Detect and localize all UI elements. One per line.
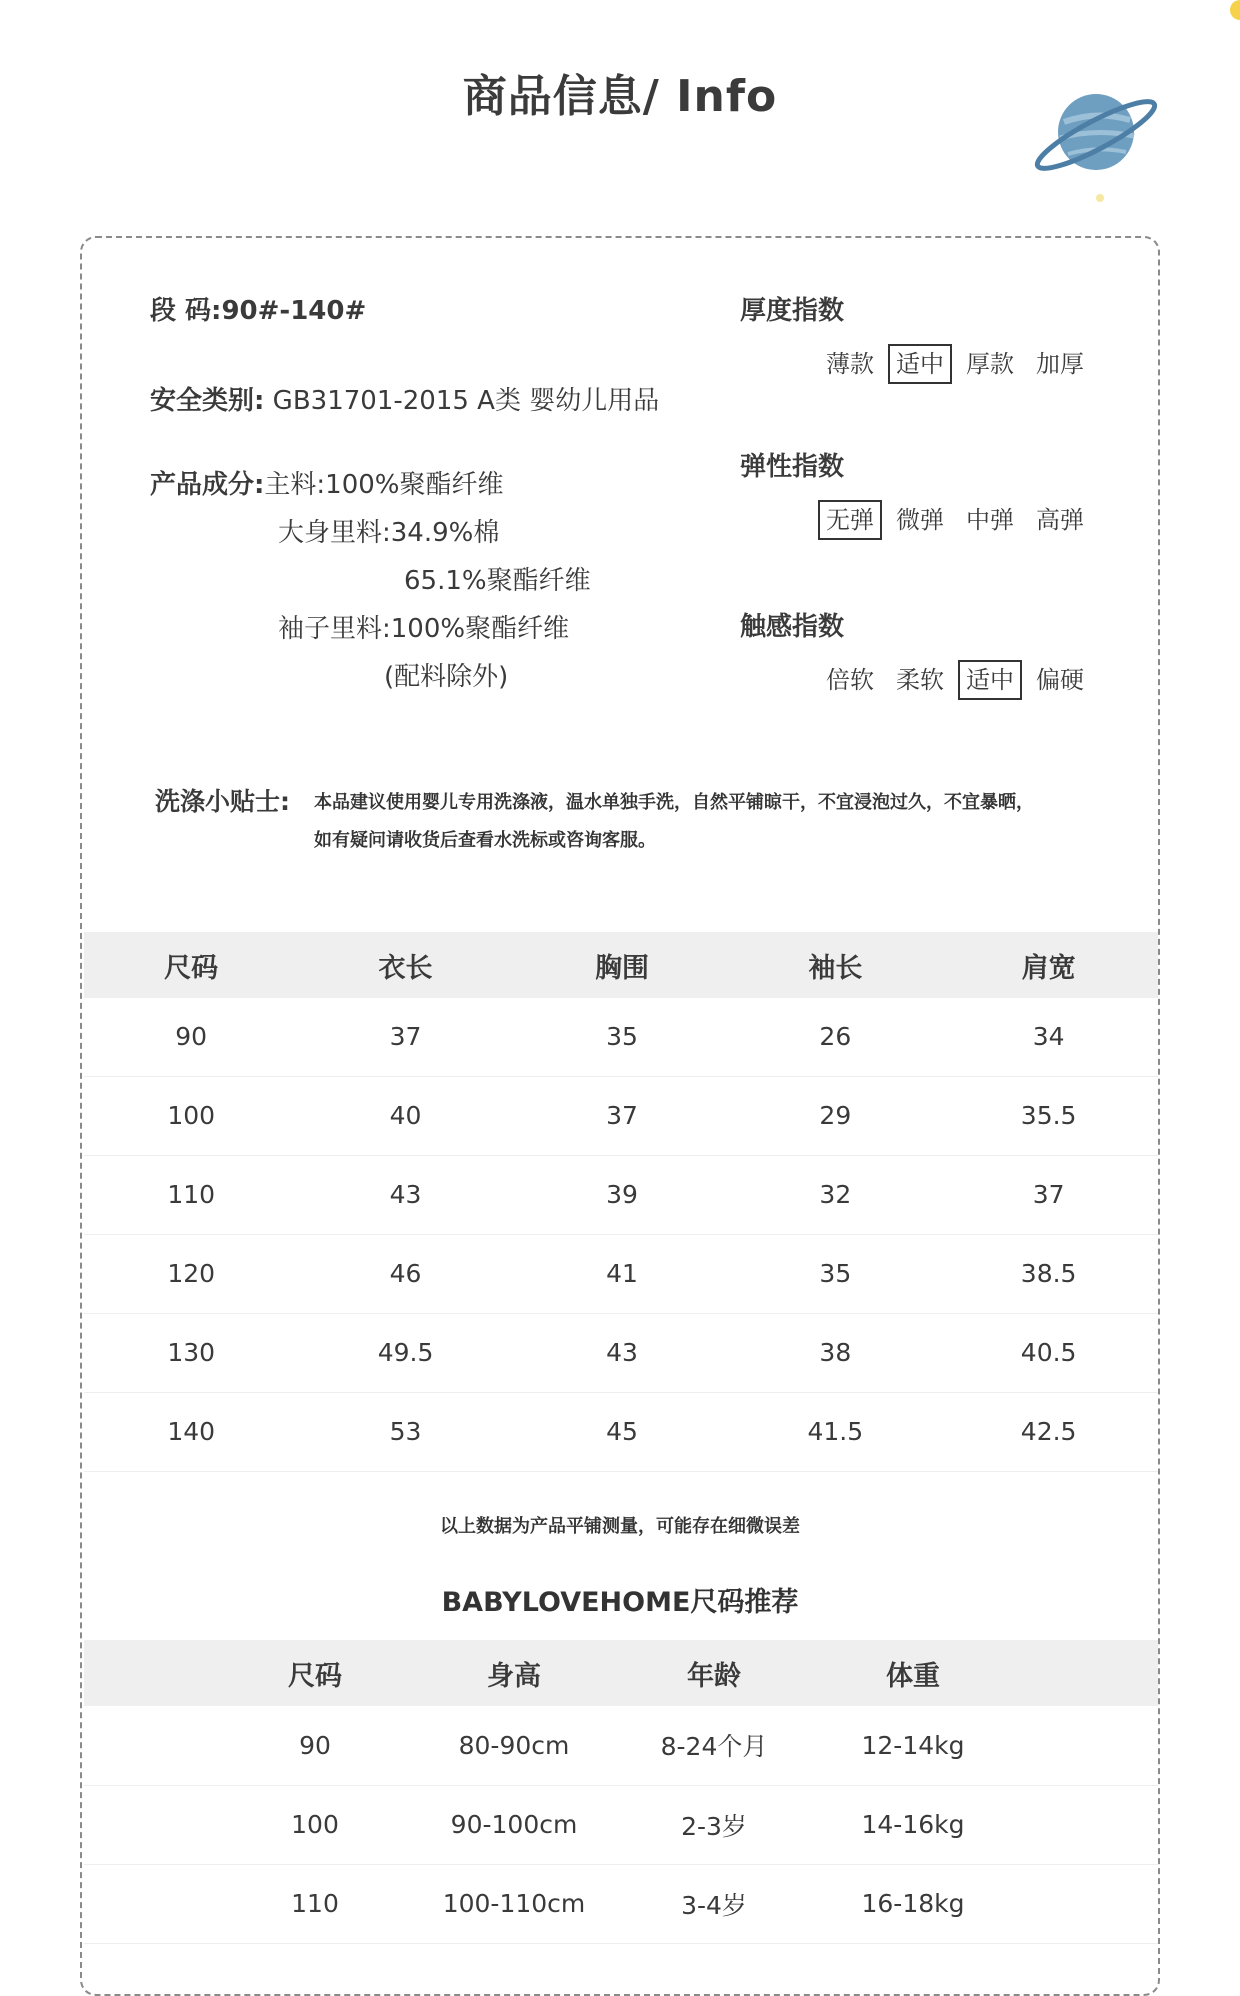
table-cell: 49.5 bbox=[298, 1313, 512, 1392]
table-cell: 37 bbox=[513, 1076, 732, 1155]
table-row bbox=[84, 1313, 1158, 1392]
composition-line-1: 产品成分:主料:100%聚酯纤维 bbox=[150, 470, 504, 500]
table-cell: 100 bbox=[84, 1076, 298, 1155]
elasticity-option-selected: 无弹 bbox=[818, 500, 882, 540]
table-cell: 35 bbox=[731, 1234, 939, 1313]
table-cell: 90 bbox=[84, 998, 298, 1076]
table-cell: 90-100cm bbox=[414, 1785, 614, 1864]
table-cell: 16-18kg bbox=[814, 1864, 1012, 1943]
table-cell: 37 bbox=[939, 1155, 1158, 1234]
page-title: 商品信息/ Info bbox=[462, 71, 778, 122]
table-row bbox=[84, 1785, 1158, 1864]
thickness-option-selected: 适中 bbox=[888, 344, 952, 384]
elasticity-option: 中弹 bbox=[966, 506, 1014, 534]
recommend-table-header bbox=[84, 1640, 1158, 1706]
table-cell: 38 bbox=[731, 1313, 939, 1392]
size-table bbox=[84, 932, 1158, 1472]
corner-decoration-icon bbox=[1226, 0, 1240, 24]
table-cell: 8-24个月 bbox=[614, 1706, 814, 1785]
table-cell: 3-4岁 bbox=[614, 1864, 814, 1943]
table-row bbox=[84, 1234, 1158, 1313]
thickness-option: 薄款 bbox=[826, 350, 874, 378]
table-row bbox=[84, 1076, 1158, 1155]
size-range: 段 码:90#-140# bbox=[150, 296, 367, 326]
size-table-header bbox=[84, 932, 1158, 998]
composition-line-5: (配料除外) bbox=[384, 662, 509, 692]
table-cell: 140 bbox=[84, 1392, 298, 1471]
table-cell: 120 bbox=[84, 1234, 298, 1313]
table-row bbox=[84, 1155, 1158, 1234]
table-cell: 100 bbox=[216, 1785, 414, 1864]
elasticity-index-title: 弹性指数 bbox=[740, 452, 845, 482]
header-age: 年龄 bbox=[614, 1640, 814, 1706]
table-cell: 38.5 bbox=[939, 1234, 1158, 1313]
wash-tip-label: 洗涤小贴士: bbox=[155, 787, 290, 816]
table-cell: 43 bbox=[513, 1313, 732, 1392]
touch-options bbox=[818, 660, 1098, 700]
table-row bbox=[84, 1706, 1158, 1785]
table-cell: 32 bbox=[731, 1155, 939, 1234]
header-chest: 胸围 bbox=[513, 932, 732, 998]
table-cell: 35 bbox=[513, 998, 732, 1076]
table-cell: 40.5 bbox=[939, 1313, 1158, 1392]
thickness-option: 厚款 bbox=[966, 350, 1014, 378]
elasticity-option: 高弹 bbox=[1036, 506, 1084, 534]
table-cell: 2-3岁 bbox=[614, 1785, 814, 1864]
table-cell: 45 bbox=[513, 1392, 732, 1471]
thickness-options bbox=[818, 344, 1098, 384]
wash-tip-line-2: 如有疑问请收货后查看水洗标或咨询客服。 bbox=[314, 830, 656, 851]
header-size: 尺码 bbox=[84, 932, 298, 998]
touch-option-selected: 适中 bbox=[958, 660, 1022, 700]
table-cell: 39 bbox=[513, 1155, 732, 1234]
table-row bbox=[84, 1392, 1158, 1471]
recommend-table bbox=[84, 1640, 1158, 1944]
measurement-note: 以上数据为产品平铺测量，可能存在细微误差 bbox=[440, 1516, 800, 1537]
header-weight: 体重 bbox=[814, 1640, 1012, 1706]
table-cell: 130 bbox=[84, 1313, 298, 1392]
composition-line-4: 袖子里料:100%聚酯纤维 bbox=[278, 614, 570, 644]
header-length: 衣长 bbox=[298, 932, 512, 998]
table-cell: 41 bbox=[513, 1234, 732, 1313]
header-height: 身高 bbox=[414, 1640, 614, 1706]
wash-tip-line-1: 本品建议使用婴儿专用洗涤液，温水单独手洗，自然平铺晾干，不宜浸泡过久，不宜暴晒， bbox=[314, 792, 1034, 813]
table-cell: 26 bbox=[731, 998, 939, 1076]
elasticity-options bbox=[818, 500, 1098, 540]
table-cell: 40 bbox=[298, 1076, 512, 1155]
table-cell: 34 bbox=[939, 998, 1158, 1076]
planet-icon bbox=[1030, 80, 1165, 210]
table-cell: 110 bbox=[216, 1864, 414, 1943]
thickness-option: 加厚 bbox=[1036, 350, 1084, 378]
table-cell: 53 bbox=[298, 1392, 512, 1471]
table-cell: 43 bbox=[298, 1155, 512, 1234]
table-cell: 14-16kg bbox=[814, 1785, 1012, 1864]
safety-category: 安全类别: GB31701-2015 A类 婴幼儿用品 bbox=[150, 386, 660, 416]
table-cell: 35.5 bbox=[939, 1076, 1158, 1155]
recommend-title: BABYLOVEHOME尺码推荐 bbox=[441, 1587, 799, 1618]
header-size: 尺码 bbox=[216, 1640, 414, 1706]
touch-option: 柔软 bbox=[896, 666, 944, 694]
table-row bbox=[84, 998, 1158, 1076]
table-cell: 110 bbox=[84, 1155, 298, 1234]
table-cell: 37 bbox=[298, 998, 512, 1076]
touch-index-title: 触感指数 bbox=[740, 612, 845, 642]
table-cell: 100-110cm bbox=[414, 1864, 614, 1943]
table-cell: 29 bbox=[731, 1076, 939, 1155]
table-cell: 42.5 bbox=[939, 1392, 1158, 1471]
header-shoulder: 肩宽 bbox=[939, 932, 1158, 998]
composition-line-2: 大身里料:34.9%棉 bbox=[278, 518, 500, 548]
thickness-index-title: 厚度指数 bbox=[740, 296, 845, 326]
touch-option: 倍软 bbox=[826, 666, 874, 694]
table-cell: 46 bbox=[298, 1234, 512, 1313]
table-cell: 90 bbox=[216, 1706, 414, 1785]
elasticity-option: 微弹 bbox=[896, 506, 944, 534]
table-row bbox=[84, 1864, 1158, 1943]
table-cell: 41.5 bbox=[731, 1392, 939, 1471]
table-cell: 80-90cm bbox=[414, 1706, 614, 1785]
table-cell: 12-14kg bbox=[814, 1706, 1012, 1785]
header-sleeve: 袖长 bbox=[731, 932, 939, 998]
composition-line-3: 65.1%聚酯纤维 bbox=[404, 566, 591, 596]
touch-option: 偏硬 bbox=[1036, 666, 1084, 694]
